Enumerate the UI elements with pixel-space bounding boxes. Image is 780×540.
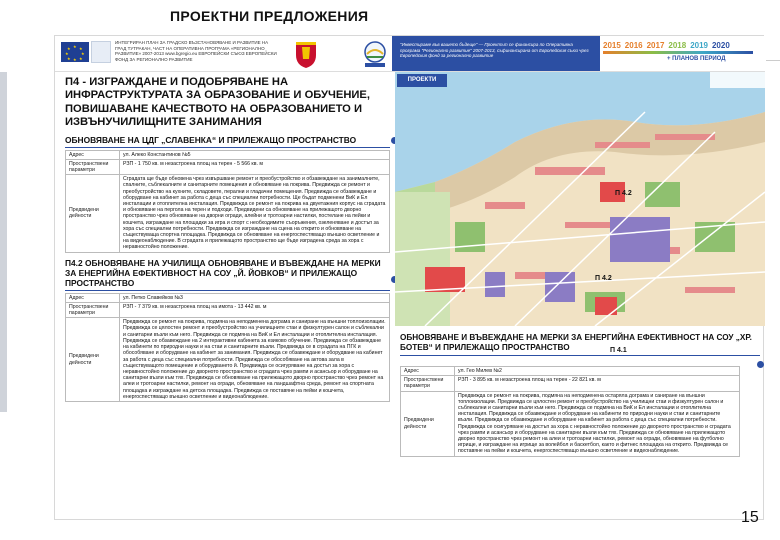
map-label-p42-bottom: П 4.2	[595, 275, 612, 282]
logo-strip	[55, 36, 765, 72]
section-heading-slavenka	[65, 135, 390, 148]
row-label: Адрес	[66, 293, 120, 302]
row-value: ул. Алеко Константинов №5	[120, 150, 390, 159]
year-2015: 2015	[603, 41, 621, 50]
table-row	[401, 391, 740, 456]
row-label: Предвидени дейности	[66, 175, 120, 252]
year-2020: 2020	[711, 41, 730, 50]
row-value: Предвижда се ремонт на покрива, подмяна на неподменена остаряла дограма и саниране на външни топлоизолации. Предвижда се цялостен ремонт и преобустройство на училищни стаи и физкултурен салон и съблекални и санитарни възли към него. Предвижда се подмяна на ВиК и Ел инсталации и отоплителна инсталация. Предвижда се обзавеждане и оборудване на кабинети по природни науки и стаи и санитарните възли. Предвижда се обзавеждане и оборудване на кабинет за работа с деца със специални потребности. Предвижда се осигуряване на достъп за хора с неравностойно положение до дворното пространство и сградата чрез рампи и асансьор и оборудване на санитарни възли към тях. Предвижда се обновяване на прилежащото дворно пространство чрез ремонт на алеи и тротоарни настилки, ремонт на огради, обновяване на футболно игрище, и изграждане на игрище за волейбол и баскетбол, както и фитнес площадка на открито. Предвижда се поставяне на пейки и кошчета, енергоспестяващо външно осветление и видеонаблюдение.	[455, 391, 740, 456]
section-heading-botev	[400, 333, 760, 356]
poster-sheet	[54, 35, 764, 520]
left-accent-bar	[0, 72, 7, 412]
row-label: Пространствени параметри	[401, 376, 455, 391]
row-value: ул. Петко Славейков №3	[120, 293, 390, 302]
eu-flag-icon: ★ ★ ★ ★ ★ ★ ★ ★	[61, 42, 89, 62]
row-value: Предвижда се ремонт на покрива, подмяна на неподменена дограма и саниране на външни топлоизолации. Предвижда се цялостен ремонт и преобустройство на училищните стаи и физкултурен салон и съблекални и санитарни възли към него. Предвижда се подмяна на ВиК и Ел инсталации и отоплителна инсталация. Предвижда се обзавеждане на 2 интерактивни кабинета за езиково обучение. Предвижда се обзавеждане на кабинети по природни науки и на стаи и санитарните възли. Предвижда се в сградата на ПГК и обособяване и оборудване на кабинет за занимания. Предвижда се обзавеждане и оборудване на кабинет за работа с деца със специални потребности. Предвижда се обособяване на актова зала в съществуващото помещение и оборудването й. Предвижда се осигуряване на достъп за хора с неравностойно положение до дворното пространство и сградата чрез рампи и асансьор и оборудване на санитарни възли към тях. Предвижда се обновяване на прилежащото дворно пространство чрез ремонт на алеи и тротоарни настилки, ремонт на огради, обновяване на ландшафтна среда, ремонт на спортната площадка и изграждане на детска площадка. Предвижда се поставяне на пейки и кошчета, енергоспестяващо външно осветление и видеонаблюдение.	[120, 318, 390, 402]
right-column	[400, 328, 760, 457]
left-column	[65, 74, 390, 402]
year-2016: 2016	[624, 41, 643, 50]
timeline-bar	[603, 51, 753, 54]
section-heading-text: ОБНОВЯВАНЕ НА ЦДГ „СЛАВЕНКА“ И ПРИЛЕЖАЩО ПРОСТРАНСТВО	[65, 134, 357, 145]
row-label: Адрес	[66, 150, 120, 159]
bulgaria-crest-icon	[293, 39, 319, 69]
section-heading-text: П4.2 ОБНОВЯВАНЕ НА УЧИЛИЩА ОБНОВЯВАНЕ И ВЪВЕЖДАНЕ НА МЕРКИ ЗА ЕНЕРГИЙНА ЕФЕКТИВНОСТ НА СОУ „Й. ЙОВКОВ“ И ПРИЛЕЖАЩО ПРОСТРАНСТВО	[65, 257, 381, 288]
year-2018: 2018	[668, 41, 687, 50]
table-row	[66, 150, 390, 159]
municipality-logo-icon	[355, 40, 395, 68]
table-row	[66, 175, 390, 252]
page-number: 15	[741, 509, 759, 526]
year-2017: 2017	[646, 41, 665, 50]
info-table-yovkov	[65, 293, 390, 402]
map-label-p42-top: П 4.2	[615, 190, 632, 197]
slide-title: ПРОЕКТНИ ПРЕДЛОЖЕНИЯ	[170, 8, 369, 24]
row-label: Пространствени параметри	[66, 302, 120, 317]
funding-banner: "Инвестираме във вашето бъдеще" — Проектът се финансира по Оперативна програма "Регионално развитие" 2007-2013, съфинансирана от Европейския съюз чрез Европейския фонд за регионално развитие	[392, 36, 600, 71]
info-table-botev	[400, 366, 740, 457]
timeline-years	[603, 41, 734, 50]
row-label: Предвидени дейности	[66, 318, 120, 402]
table-row	[66, 318, 390, 402]
row-label: Пространствени параметри	[66, 159, 120, 174]
right-edge-line	[766, 60, 780, 61]
table-row	[401, 376, 740, 391]
table-row	[66, 302, 390, 317]
section-heading-text: ОБНОВЯВАНЕ И ВЪВЕЖДАНЕ НА МЕРКИ ЗА ЕНЕРГИЙНА ЕФЕКТИВНОСТ НА СОУ „ХР. БОТЕВ“ И ПРИЛЕЖАЩО ПРОСТРАНСТВО	[400, 333, 752, 352]
city-map-graphic	[395, 72, 765, 326]
program-logo-icon	[91, 41, 111, 63]
table-row	[66, 293, 390, 302]
info-table-slavenka	[65, 150, 390, 253]
row-value: ул. Гео Милев №2	[455, 367, 740, 376]
section-heading-yovkov	[65, 258, 390, 291]
row-value: РЗП - 7 379 кв. м незастроена площ на имота - 13 442 кв. м	[120, 302, 390, 317]
year-2019: 2019	[690, 41, 708, 50]
bullet-dot-icon	[757, 361, 764, 368]
projects-label: ПРОЕКТИ	[397, 74, 447, 87]
row-value: Сградата ще бъде обновена чрез извършване ремонт и преобустройство и обзавеждане на занималните, спалните, съблекалните и санитарните помещения и обновяване на покрива. Предвижда се ремонт и преобустройство на кухните, складовете, перални и гладачни помещения. Предвижда се обзавеждане и оборудване на кабинет за работа с деца със специални потребности. Ще бъдат подменени ВиК и Ел инсталации и отоплителна инсталация. Предвижда се ремонт на покрива на двуетажния корпус на сградата и обновяване на пергола на терен и подходи. Предвидени са обновяване на прилежащото дворно пространство чрез обновяване на дворни огради, алейни и тротоарни настилки, постелане на пейки и кошчета, изграждане на площадки за игра и спорт с необходимите съоръжения, озеленяване и достъп за хора със специални потребности. Предвижда се изграждане на сцена на открито и обновяване на съществуваща спортна площадка. Предвижда се обновяване на енергоспестяващо външно осветление и на видеонаблюдение. В сградата и прилежащото пространство ще бъде изградена среда за хора с неравностойно положение.	[120, 175, 390, 252]
row-value: РЗП - 3 895 кв. м незастроена площ на терен - 22 821 кв. м	[455, 376, 740, 391]
map-label-p41: П 4.1	[610, 347, 627, 354]
program-text: ИНТЕГРИРАН ПЛАН ЗА ГРАДСКО ВЪЗСТАНОВЯВАНЕ И РАЗВИТИЕ НА ГРАД ТУТРАКАН, ЧАСТ НА ОПЕРАТИВНА ПРОГРАМА «РЕГИОНАЛНО РАЗВИТИЕ» 2007-2013 www.bgregio.eu ЕВРОПЕЙСКИ СЪЮЗ ЕВРОПЕЙСКИ ФОНД ЗА РЕГИОНАЛНО РАЗВИТИЕ	[115, 40, 277, 62]
row-value: РЗП - 1 750 кв. м незастроена площ на терен - 5 566 кв. м	[120, 159, 390, 174]
row-label: Предвидени дейности	[401, 391, 455, 456]
main-heading: П4 - ИЗГРАЖДАНЕ И ПОДОБРЯВАНЕ НА ИНФРАСТРУКТУРАТА ЗА ОБРАЗОВАНИЕ И ОБУЧЕНИЕ, ПОВИШАВАНЕ КАЧЕСТВОТО НА ОБРАЗОВАНИЕТО И ИЗВЪНУЧИЛИЩНИТЕ ЗАНИМАНИЯ	[65, 76, 371, 129]
row-label: Адрес	[401, 367, 455, 376]
table-row	[66, 159, 390, 174]
table-row	[401, 367, 740, 376]
future-period-label: + ПЛАНОВ ПЕРИОД	[667, 56, 726, 62]
